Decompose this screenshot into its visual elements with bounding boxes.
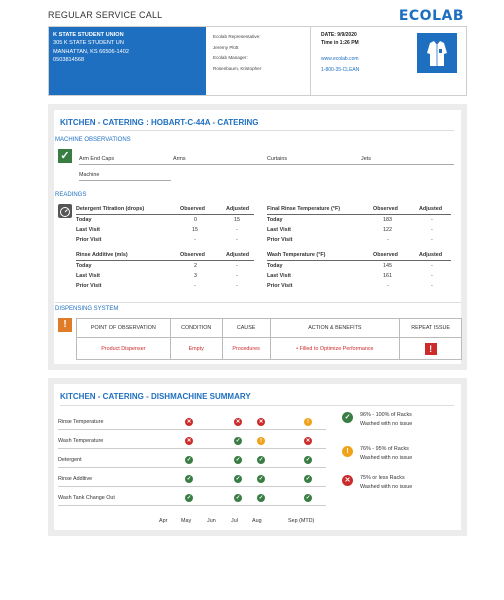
- check-circle-icon: ✓: [235, 438, 241, 444]
- check-circle-icon: ✓: [305, 457, 311, 463]
- observed-value: -: [387, 283, 389, 289]
- observed-value: 0: [194, 217, 197, 223]
- adjusted-value: 15: [234, 217, 240, 223]
- representative-block: [209, 27, 311, 95]
- gauge-icon: [58, 204, 72, 218]
- check-circle-icon: ✓: [258, 457, 264, 463]
- manager-label: Ecolab Manager:: [213, 55, 248, 61]
- observation-item: Jets: [361, 156, 371, 162]
- row-label: Prior Visit: [76, 283, 102, 289]
- x-circle-icon: ✕: [186, 419, 192, 425]
- observed-value: -: [194, 283, 196, 289]
- column-header: REPEAT ISSUE: [400, 319, 462, 338]
- column-header: CAUSE: [222, 319, 270, 338]
- table-row: [77, 338, 462, 360]
- divider: [79, 164, 454, 165]
- observation-item: Curtains: [267, 156, 288, 162]
- summary-row-label: Wash Temperature: [58, 438, 104, 444]
- condition-cell: Empty: [170, 338, 222, 360]
- customer-address2: MANHATTAN, KS 66506-1402: [53, 48, 129, 55]
- month-label: Apr: [159, 518, 168, 524]
- adjusted-value: -: [236, 283, 238, 289]
- adjusted-value: -: [431, 263, 433, 269]
- adjusted-value: -: [236, 273, 238, 279]
- manager-name: Rosenbaum, Kristopher: [213, 65, 262, 71]
- observed-value: -: [194, 237, 196, 243]
- adjusted-value: -: [431, 217, 433, 223]
- row-label: Today: [267, 217, 283, 223]
- observed-value: 183: [383, 217, 392, 223]
- row-label: Last Visit: [267, 227, 291, 233]
- divider: [58, 448, 326, 449]
- col-adjusted: Adjusted: [226, 206, 250, 212]
- lab-coat-icon: [417, 33, 457, 73]
- legend-line: Washed with no issue: [360, 484, 413, 490]
- observed-value: 2: [194, 263, 197, 269]
- adjusted-value: -: [431, 237, 433, 243]
- check-circle-icon: ✓: [235, 457, 241, 463]
- summary-panel: [48, 378, 467, 536]
- column-header: POINT OF OBSERVATION: [77, 319, 171, 338]
- cause-cell: Procedures: [222, 338, 270, 360]
- divider: [60, 405, 454, 406]
- divider: [267, 214, 451, 215]
- check-icon: ✓: [58, 149, 72, 163]
- adjusted-value: -: [431, 227, 433, 233]
- x-circle-icon: ✕: [186, 438, 192, 444]
- col-adjusted: Adjusted: [419, 206, 443, 212]
- document-title: REGULAR SERVICE CALL: [48, 10, 163, 20]
- adjusted-value: -: [431, 283, 433, 289]
- summary-title: KITCHEN - CATERING - DISHMACHINE SUMMARY: [60, 392, 251, 401]
- observations-title: MACHINE OBSERVATIONS: [55, 137, 131, 143]
- reading-name: Rinse Additive (mls): [76, 252, 128, 258]
- divider: [79, 180, 171, 181]
- warning-circle-icon: !: [304, 418, 312, 426]
- rep-name: Jeremy Plott: [213, 44, 239, 50]
- adjusted-value: -: [236, 227, 238, 233]
- dispensing-title: DISPENSING SYSTEM: [55, 306, 119, 312]
- warning-circle-icon: !: [257, 437, 265, 445]
- row-label: Last Visit: [76, 273, 100, 279]
- legend: [342, 410, 462, 510]
- summary-row-label: Rinse Temperature: [58, 419, 104, 425]
- legend-line: 96% - 100% of Racks: [360, 412, 412, 418]
- summary-grid: [54, 410, 334, 540]
- summary-row-label: Wash Tank Change Out: [58, 495, 115, 501]
- phone-link[interactable]: 1-800-35-CLEAN: [321, 67, 360, 73]
- col-adjusted: Adjusted: [226, 252, 250, 258]
- divider: [58, 505, 326, 506]
- row-label: Today: [267, 263, 283, 269]
- observed-value: 161: [383, 273, 392, 279]
- row-label: Today: [76, 263, 92, 269]
- divider: [267, 260, 451, 261]
- divider: [55, 302, 461, 303]
- reading-name: Detergent Titration (drops): [76, 206, 145, 212]
- check-circle-icon: ✓: [258, 476, 264, 482]
- row-label: Last Visit: [76, 227, 100, 233]
- col-observed: Observed: [373, 206, 398, 212]
- x-circle-icon: ✕: [342, 475, 353, 486]
- visit-date: DATE: 9/9/2020: [321, 32, 357, 38]
- legend-line: Washed with no issue: [360, 421, 413, 427]
- divider: [60, 130, 454, 131]
- visit-block: [315, 27, 467, 95]
- divider: [58, 429, 326, 430]
- summary-row-label: Rinse Additive: [58, 476, 93, 482]
- website-link[interactable]: www.ecolab.com: [321, 56, 359, 62]
- reading-name: Final Rinse Temperature (°F): [267, 206, 341, 212]
- repeat-issue-icon: !: [425, 343, 437, 355]
- table-header-row: [77, 319, 462, 338]
- warning-circle-icon: !: [342, 446, 353, 457]
- column-header: ACTION & BENEFITS: [270, 319, 400, 338]
- month-label: May: [181, 518, 192, 524]
- warning-icon: !: [58, 318, 72, 332]
- row-label: Today: [76, 217, 92, 223]
- observation-item: Arm End Caps: [79, 156, 115, 162]
- check-circle-icon: ✓: [186, 457, 192, 463]
- summary-row-label: Detergent: [58, 457, 82, 463]
- check-circle-icon: ✓: [186, 495, 192, 501]
- rep-label: Ecolab Representative:: [213, 34, 261, 39]
- repeat-cell: [400, 338, 462, 360]
- col-observed: Observed: [180, 252, 205, 258]
- row-label: Prior Visit: [267, 283, 293, 289]
- reading-name: Wash Temperature (°F): [267, 252, 326, 258]
- customer-block: [49, 27, 206, 95]
- check-circle-icon: ✓: [305, 476, 311, 482]
- month-label: Sep (MTD): [288, 518, 315, 524]
- visit-time: Time in 1:26 PM: [321, 40, 359, 46]
- observed-value: 145: [383, 263, 392, 269]
- legend-line: Washed with no issue: [360, 455, 413, 461]
- col-adjusted: Adjusted: [419, 252, 443, 258]
- check-circle-icon: ✓: [342, 412, 353, 423]
- machine-panel: [48, 104, 467, 370]
- divider: [76, 214, 254, 215]
- adjusted-value: -: [236, 263, 238, 269]
- col-observed: Observed: [180, 206, 205, 212]
- observed-value: 15: [192, 227, 198, 233]
- adjusted-value: -: [431, 273, 433, 279]
- divider: [58, 486, 326, 487]
- legend-line: 75% or less Racks: [360, 475, 405, 481]
- ecolab-logo: ECOLAB: [398, 8, 464, 24]
- check-circle-icon: ✓: [235, 476, 241, 482]
- dispensing-table: [76, 318, 462, 360]
- row-label: Prior Visit: [267, 237, 293, 243]
- check-circle-icon: ✓: [305, 495, 311, 501]
- customer-name: K STATE STUDENT UNION: [53, 32, 124, 38]
- customer-address1: 305 K STATE STUDENT UN: [53, 40, 124, 47]
- observation-item: Machine: [79, 172, 100, 178]
- month-label: Aug: [252, 518, 262, 524]
- check-circle-icon: ✓: [258, 495, 264, 501]
- check-circle-icon: ✓: [186, 476, 192, 482]
- action-text: Filled to Optimize Performance: [299, 345, 374, 352]
- readings-title: READINGS: [55, 192, 87, 198]
- x-circle-icon: ✕: [235, 419, 241, 425]
- observation-item: Arms: [173, 156, 186, 162]
- customer-phone: 0503814568: [53, 57, 85, 64]
- month-label: Jul: [231, 518, 238, 524]
- adjusted-value: -: [236, 237, 238, 243]
- action-cell: • Filled to Optimize Performance: [270, 338, 400, 360]
- column-header: CONDITION: [170, 319, 222, 338]
- divider: [58, 467, 326, 468]
- col-observed: Observed: [373, 252, 398, 258]
- header-card: [48, 26, 467, 96]
- month-label: Jun: [207, 518, 216, 524]
- legend-line: 76% - 95% of Racks: [360, 446, 409, 452]
- x-circle-icon: ✕: [305, 438, 311, 444]
- observed-value: 3: [194, 273, 197, 279]
- machine-title: KITCHEN - CATERING : HOBART-C-44A - CATERING: [60, 118, 259, 127]
- observed-value: 122: [383, 227, 392, 233]
- x-circle-icon: ✕: [258, 419, 264, 425]
- check-circle-icon: ✓: [235, 495, 241, 501]
- row-label: Prior Visit: [76, 237, 102, 243]
- divider: [76, 260, 254, 261]
- point-cell: Product Dispenser: [77, 338, 171, 360]
- row-label: Last Visit: [267, 273, 291, 279]
- observed-value: -: [387, 237, 389, 243]
